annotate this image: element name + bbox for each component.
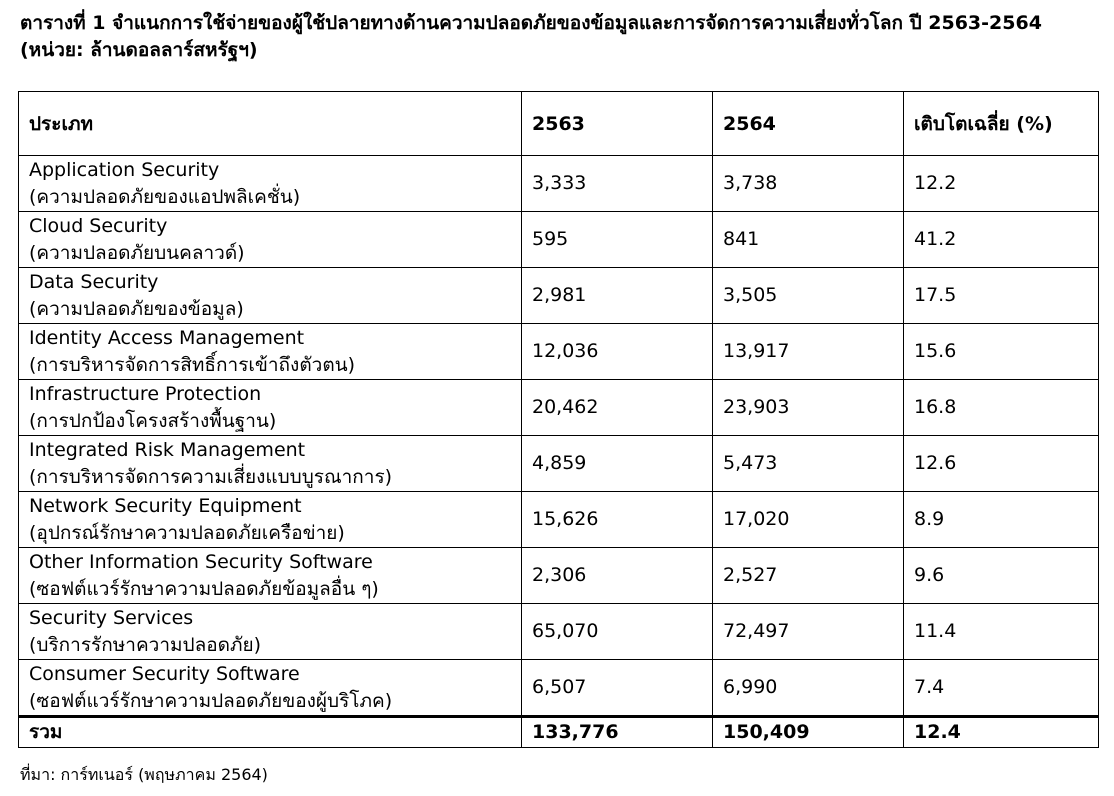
category-name-en: Identity Access Management <box>29 326 305 349</box>
value-2564: 3,738 <box>713 156 904 212</box>
category-name-th: (บริการรักษาความปลอดภัย) <box>29 633 262 656</box>
value-2564: 841 <box>713 212 904 268</box>
value-2564: 6,990 <box>713 660 904 717</box>
category-cell <box>19 156 522 212</box>
growth-value: 12.6 <box>904 436 1099 492</box>
total-growth: 12.4 <box>904 717 1099 748</box>
category-name-en: Infrastructure Protection <box>29 382 262 405</box>
table-row <box>19 660 1099 717</box>
growth-value: 11.4 <box>904 604 1099 660</box>
growth-value: 7.4 <box>904 660 1099 717</box>
table-row <box>19 604 1099 660</box>
growth-value: 16.8 <box>904 380 1099 436</box>
total-2564: 150,409 <box>713 717 904 748</box>
growth-value: 12.2 <box>904 156 1099 212</box>
value-2564: 72,497 <box>713 604 904 660</box>
total-2563: 133,776 <box>522 717 713 748</box>
source-note: ที่มา: การ์ทเนอร์ (พฤษภาคม 2564) <box>20 765 268 784</box>
value-2563: 15,626 <box>522 492 713 548</box>
table-body <box>19 156 1099 717</box>
category-name-en: Application Security <box>29 158 220 181</box>
header-growth: เติบโตเฉลี่ย (%) <box>904 92 1099 156</box>
category-name-th: (การบริหารจัดการความเสี่ยงแบบบูรณาการ) <box>29 465 393 488</box>
category-name-th: (ความปลอดภัยของแอปพลิเคชั่น) <box>29 185 301 208</box>
table-row <box>19 324 1099 380</box>
value-2564: 5,473 <box>713 436 904 492</box>
category-name-en: Data Security <box>29 270 159 293</box>
category-name-th: (ความปลอดภัยของข้อมูล) <box>29 297 244 320</box>
value-2564: 13,917 <box>713 324 904 380</box>
category-name-th: (อุปกรณ์รักษาความปลอดภัยเครือข่าย) <box>29 521 345 544</box>
category-name-en: Network Security Equipment <box>29 494 302 517</box>
growth-value: 9.6 <box>904 548 1099 604</box>
category-cell <box>19 268 522 324</box>
table-row <box>19 436 1099 492</box>
category-cell <box>19 660 522 717</box>
table-row <box>19 156 1099 212</box>
category-cell <box>19 548 522 604</box>
growth-value: 41.2 <box>904 212 1099 268</box>
category-cell <box>19 436 522 492</box>
value-2563: 2,981 <box>522 268 713 324</box>
table-row <box>19 492 1099 548</box>
category-cell <box>19 380 522 436</box>
growth-value: 8.9 <box>904 492 1099 548</box>
total-label: รวม <box>19 717 522 748</box>
table-row <box>19 268 1099 324</box>
value-2564: 17,020 <box>713 492 904 548</box>
value-2563: 3,333 <box>522 156 713 212</box>
value-2563: 12,036 <box>522 324 713 380</box>
category-name-th: (ความปลอดภัยบนคลาวด์) <box>29 241 245 264</box>
total-row <box>19 717 1099 748</box>
header-2563: 2563 <box>522 92 713 156</box>
value-2564: 3,505 <box>713 268 904 324</box>
header-2564: 2564 <box>713 92 904 156</box>
category-name-en: Cloud Security <box>29 214 168 237</box>
category-cell <box>19 492 522 548</box>
header-row <box>19 92 1099 156</box>
value-2563: 595 <box>522 212 713 268</box>
value-2564: 23,903 <box>713 380 904 436</box>
spending-table <box>18 91 1099 748</box>
category-name-th: (การบริหารจัดการสิทธิ์การเข้าถึงตัวตน) <box>29 353 356 376</box>
category-name-th: (ซอฟต์แวร์รักษาความปลอดภัยของผู้บริโภค) <box>29 689 393 712</box>
growth-value: 17.5 <box>904 268 1099 324</box>
category-name-en: Integrated Risk Management <box>29 438 306 461</box>
category-name-th: (ซอฟต์แวร์รักษาความปลอดภัยข้อมูลอื่น ๆ) <box>29 577 379 600</box>
category-name-th: (การปกป้องโครงสร้างพื้นฐาน) <box>29 409 277 432</box>
value-2563: 2,306 <box>522 548 713 604</box>
table-row <box>19 380 1099 436</box>
category-cell <box>19 324 522 380</box>
table-row <box>19 548 1099 604</box>
category-name-en: Other Information Security Software <box>29 550 373 573</box>
value-2563: 20,462 <box>522 380 713 436</box>
value-2563: 6,507 <box>522 660 713 717</box>
table-caption: ตารางที่ 1 จำแนกการใช้จ่ายของผู้ใช้ปลายทางด้านความปลอดภัยของข้อมูลและการจัดการความเสี่ยงทั่วโลก ปี 2563-2564 (หน่วย: ล้านดอลลาร์สหรัฐฯ) <box>20 12 1042 61</box>
value-2564: 2,527 <box>713 548 904 604</box>
table-row <box>19 212 1099 268</box>
category-cell <box>19 212 522 268</box>
header-category: ประเภท <box>19 92 522 156</box>
category-name-en: Consumer Security Software <box>29 662 300 685</box>
value-2563: 65,070 <box>522 604 713 660</box>
category-cell <box>19 604 522 660</box>
category-name-en: Security Services <box>29 606 194 629</box>
growth-value: 15.6 <box>904 324 1099 380</box>
value-2563: 4,859 <box>522 436 713 492</box>
